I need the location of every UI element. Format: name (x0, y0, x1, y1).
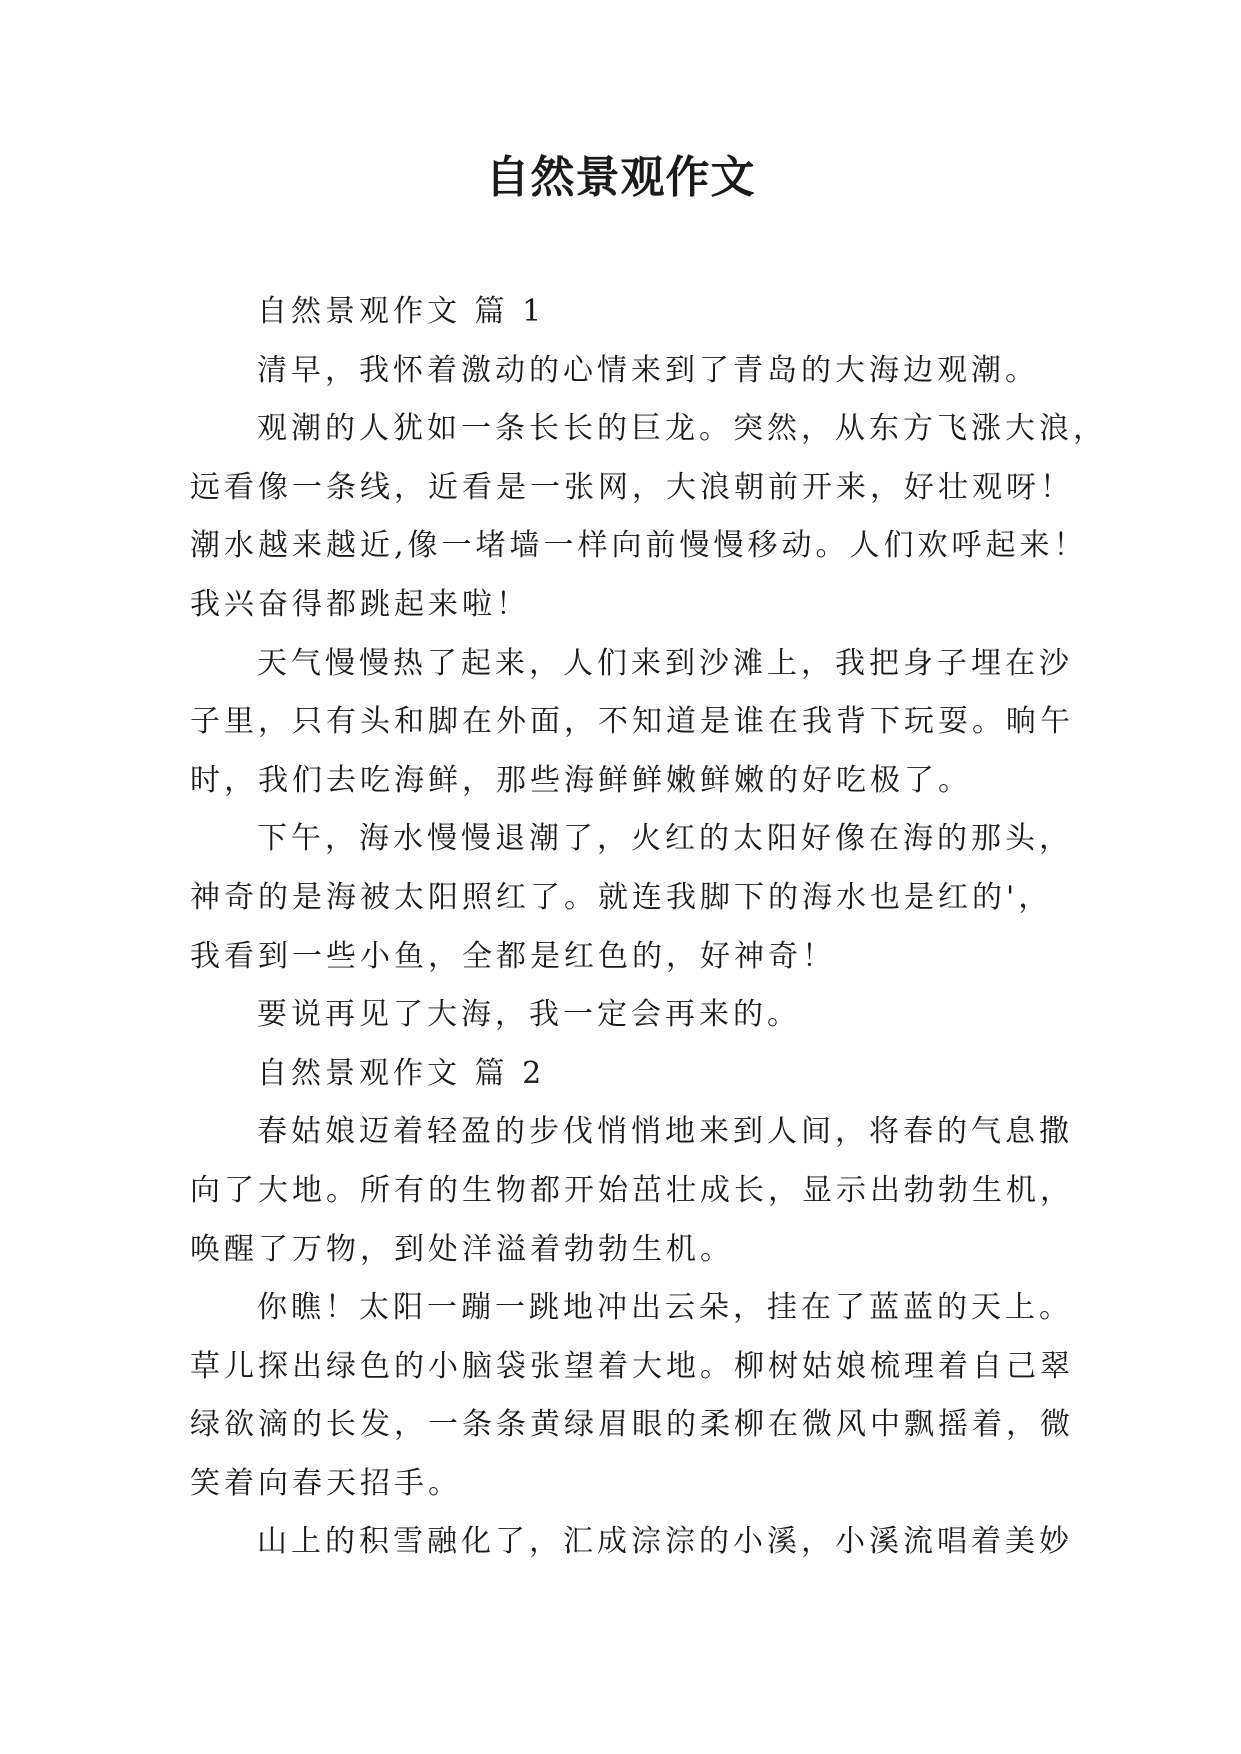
text-line: 神奇的是海被太阳照红了。就连我脚下的海水也是红的'， (190, 879, 1053, 915)
section-heading-2: 自然景观作文 篇 2 (257, 1055, 546, 1091)
document-body (190, 283, 1107, 1572)
text-line: 向了大地。所有的生物都开始茁壮成长，显示出勃勃生机， (190, 1172, 1074, 1208)
text-line: 天气慢慢热了起来，人们来到沙滩上，我把身子埋在沙 (257, 645, 1073, 681)
text-line: 时，我们去吃海鲜，那些海鲜鲜嫩鲜嫩的好吃极了。 (190, 762, 972, 798)
text-line: 春姑娘迈着轻盈的步伐悄悄地来到人间，将春的气息撒 (257, 1114, 1073, 1150)
text-line: 你瞧！太阳一蹦一跳地冲出云朵，挂在了蓝蓝的天上。 (257, 1290, 1073, 1326)
text-line: 草儿探出绿色的小脑袋张望着大地。柳树姑娘梳理着自己翠 (190, 1348, 1074, 1384)
text-line: 清早，我怀着激动的心情来到了青岛的大海边观潮。 (257, 352, 1039, 388)
text-line: 下午，海水慢慢退潮了，火红的太阳好像在海的那头， (257, 821, 1073, 857)
text-line: 绿欲滴的长发，一条条黄绿眉眼的柔柳在微风中飘摇着，微 (190, 1407, 1074, 1443)
text-line: 远看像一条线，近看是一张网，大浪朝前开来，好壮观呀！ (190, 469, 1074, 505)
text-line: 山上的积雪融化了，汇成淙淙的小溪，小溪流唱着美妙 (257, 1524, 1073, 1560)
text-line: 我兴奋得都跳起来啦！ (190, 586, 530, 622)
document-title: 自然景观作文 (485, 152, 756, 203)
section-heading-1: 自然景观作文 篇 1 (257, 294, 546, 329)
text-line: 唤醒了万物，到处洋溢着勃勃生机。 (190, 1231, 734, 1267)
text-line: 我看到一些小鱼，全都是红色的，好神奇！ (190, 938, 836, 974)
text-line: 潮水越来越近,像一堵墙一样向前慢慢移动。人们欢呼起来！ (190, 528, 1088, 564)
text-line: 观潮的人犹如一条长长的巨龙。突然，从东方飞涨大浪， (257, 411, 1107, 447)
text-line: 要说再见了大海，我一定会再来的。 (257, 997, 801, 1033)
text-line: 笑着向春天招手。 (190, 1465, 462, 1501)
text-line: 子里，只有头和脚在外面，不知道是谁在我背下玩耍。晌午 (190, 704, 1074, 740)
